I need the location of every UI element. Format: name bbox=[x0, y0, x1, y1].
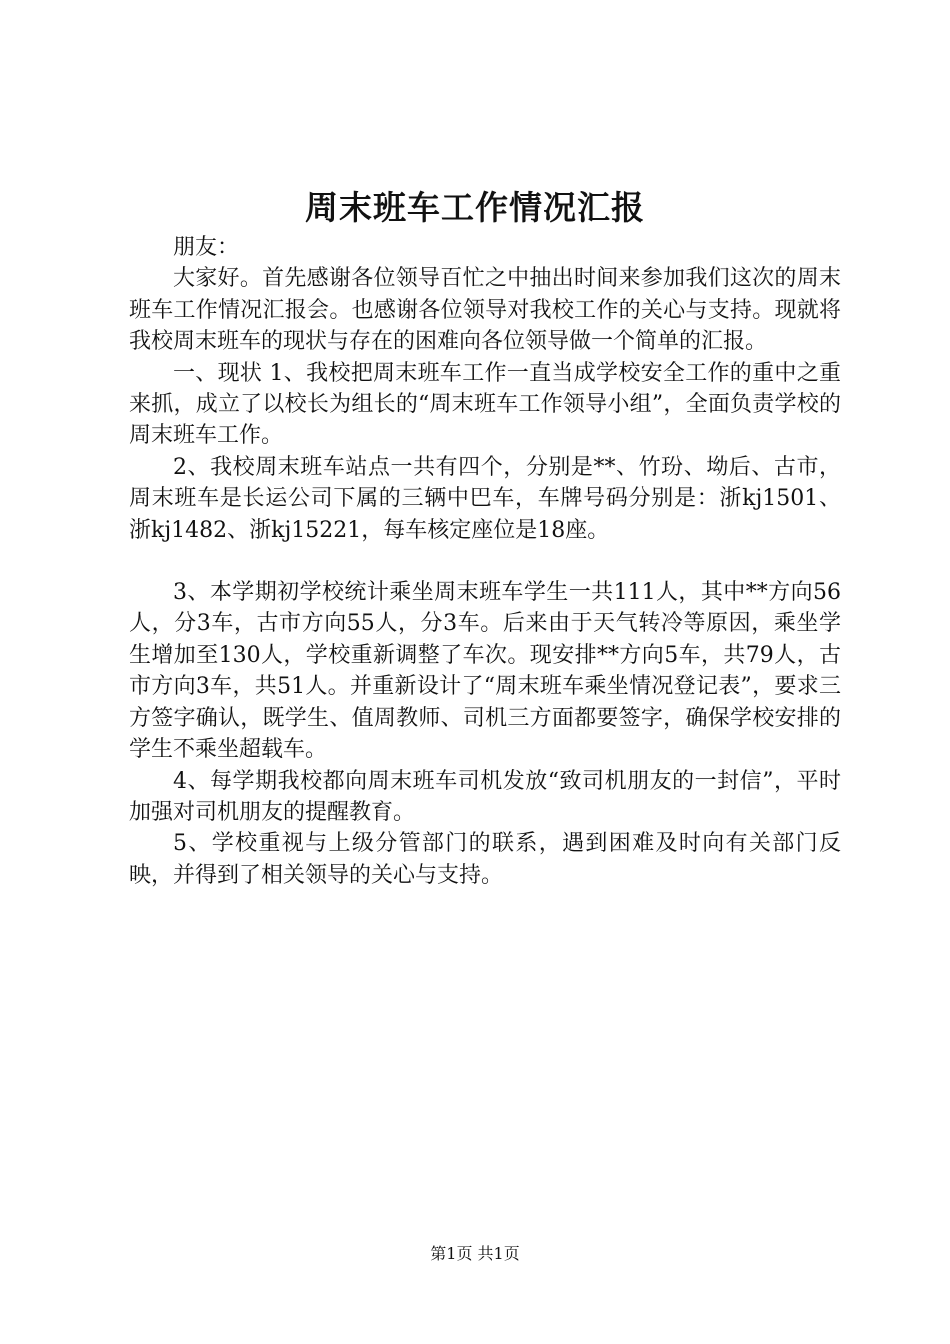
paragraph-status-3: 3、本学期初学校统计乘坐周末班车学生一共111人，其中**方向56人，分3车，古市方向55人，分3车。后来由于天气转冷等原因，乘坐学生增加至130人，学校重新调整了车次。现安排**方向5车，共79人，古市方向3车，共51人。并重新设计了“周末班车乘坐情况登记表”，要求三方签字确认，既学生、值周教师、司机三方面都要签字，确保学校安排的学生不乘坐超载车。 bbox=[129, 580, 841, 763]
document-body bbox=[129, 232, 841, 891]
page-footer: 第1页 共1页 bbox=[430, 1244, 520, 1263]
paragraph-status-5: 5、学校重视与上级分管部门的联系，遇到困难及时向有关部门反映，并得到了相关领导的关心与支持。 bbox=[129, 831, 841, 888]
paragraph-status-4: 4、每学期我校都向周末班车司机发放“致司机朋友的一封信”，平时加强对司机朋友的提醒教育。 bbox=[129, 768, 841, 825]
paragraph-intro: 大家好。首先感谢各位领导百忙之中抽出时间来参加我们这次的周末班车工作情况汇报会。也感谢各位领导对我校工作的关心与支持。现就将我校周末班车的现状与存在的困难向各位领导做一个简单的汇报。 bbox=[129, 266, 841, 355]
paragraph-status-1: 一、现状 1、我校把周末班车工作一直当成学校安全工作的重中之重来抓，成立了以校长为组长的“周末班车工作领导小组”，全面负责学校的周末班车工作。 bbox=[129, 360, 841, 449]
paragraph-status-2: 2、我校周末班车站点一共有四个，分别是**、竹玢、坳后、古市，周末班车是长运公司下属的三辆中巴车，车牌号码分别是：浙kj1501、浙kj1482、浙kj15221，每车核定座位是18座。 bbox=[129, 454, 841, 543]
salutation: 朋友： bbox=[173, 235, 240, 260]
document-title: 周末班车工作情况汇报 bbox=[305, 188, 645, 227]
